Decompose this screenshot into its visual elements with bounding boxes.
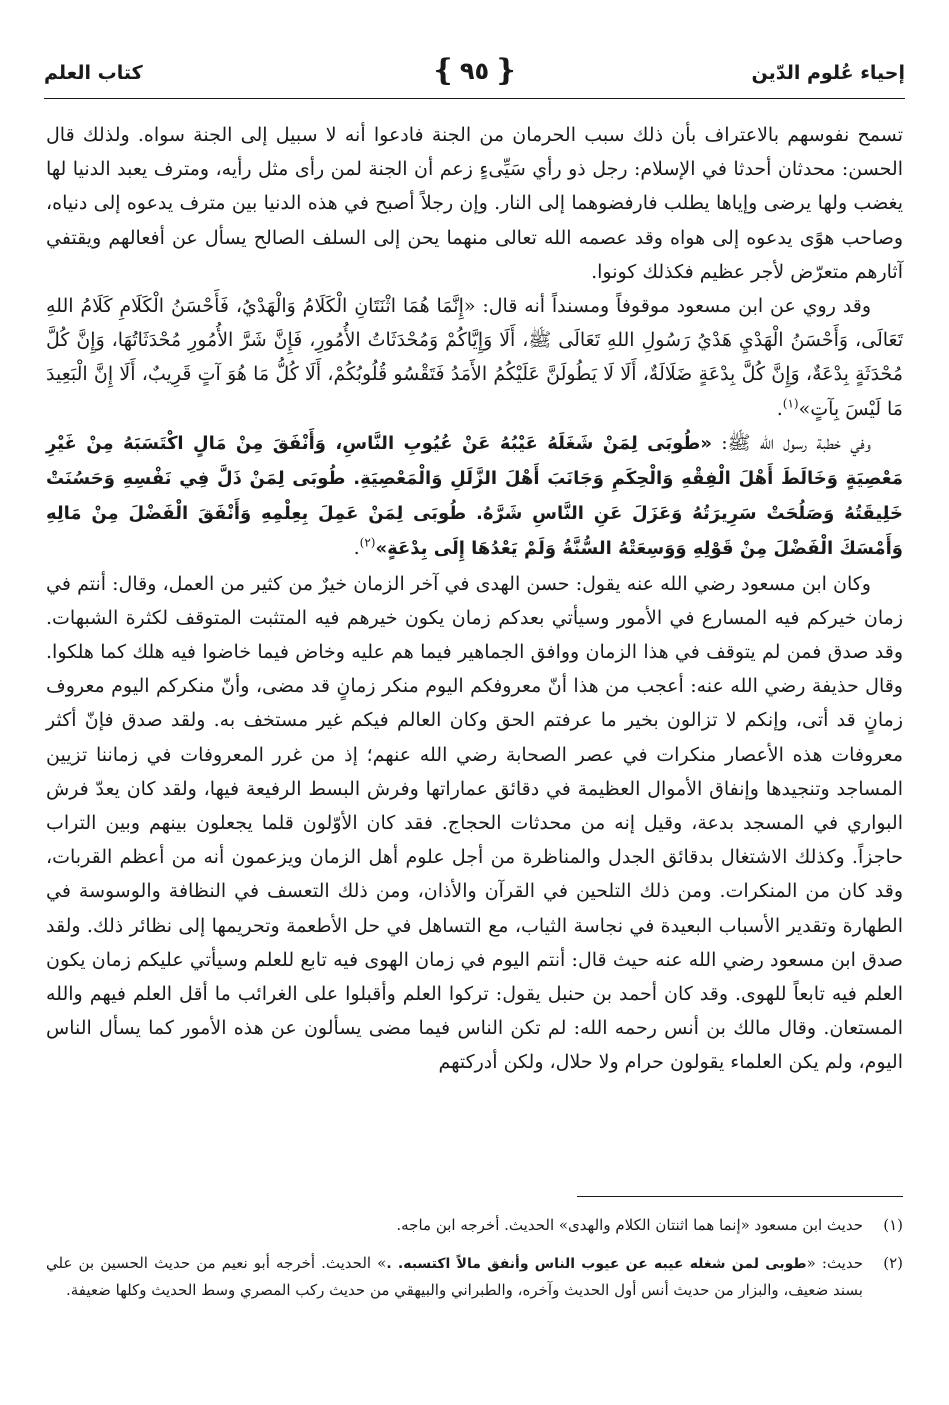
paragraph-4: وكان ابن مسعود رضي الله عنه يقول: حسن الهدى في آخر الزمان خيرٌ من كثير من العمل، وقال: أنتم في زمان خيركم فيه المسارع في الأمور وسيأتي بعدكم زمان يكون خيرهم فيه المتثبت المتوقف لكثرة الشبهات. وقد صدق فمن لم يتوقف في هذا الزمان ووافق الجماهير فيما هم عليه وخاض فيما خاضوا فيه هلك كما هلكوا. وقال حذيفة رضي الله عنه: أعجب من هذا أنّ معروفكم اليوم منكر زمانٍ قد مضى، وأنّ منكركم اليوم معروف زمانٍ قد أتى، وإنكم لا تزالون بخير ما عرفتم الحق وكان العالم فيكم غير مستخف به. ولقد صدق فإنّ أكثر معروفات هذه الأعصار منكرات في عصر الصحابة رضي الله عنهم؛ إذ من غرر المعروفات في زماننا تزيين المساجد وتنجيدها وإنفاق الأموال العظيمة في دقائق عماراتها وفرش البسط الرفيعة فيها، ولقد كان يعدّ فرش البواري في المسجد بدعة، وقيل إنه من محدثات الحجاج. فقد كان الأوّلون قلما يجعلون بينهم وبين التراب حاجزاً. وكذلك الاشتغال بدقائق الجدل والمناظرة من أجل علوم أهل الزمان ويزعمون أنه من أعظم القربات، وقد كان من المنكرات. ومن ذلك التلحين في القرآن والأذان، ومن ذلك التعسف في النظافة والوسوسة في الطهارة وتقدير الأسباب البعيدة في نجاسة الثياب، مع التساهل في حل الأطعمة وتحريمها إلى نظائر ذلك. ولقد صدق ابن مسعود رضي الله عنه حيث قال: أنتم اليوم في زمان الهوى فيه تابع للعلم وسيأتي عليكم زمان يكون العلم فيه تابعاً للهوى. وقد كان أحمد بن حنبل يقول: تركوا العلم وأقبلوا على الغرائب ما أقل العلم فيهم والله المستعان. وقال مالك بن أنس رحمه الله: لم تكن الناس فيما مضى يسألون عن هذه الأمور كما يسأل الناس اليوم، ولم يكن العلماء يقولون حرام ولا حلال، ولكن أدركتهم: [46, 572, 903, 1074]
footnotes: [46, 1212, 903, 1315]
footnote-2: [46, 1250, 903, 1303]
bracket-ornament-left-icon: ❴: [430, 53, 456, 88]
header-divider: [44, 98, 905, 99]
hadith-tuba: «طُوبَى لِمَنْ شَغَلَهُ عَيْبُهُ عَنْ عُيُوبِ النَّاسِ، وَأَنْفَقَ مِنْ مَالٍ اكْتَسَبَهُ مِنْ غَيْرِ مَعْصِيَةٍ وَخَالَطَ أَهْلَ الْفِقْهِ وَالْحِكَمِ وَجَانَبَ أَهْلَ الزَّلَلِ وَالْمَعْصِيَةِ. طُوبَى لِمَنْ ذَلَّ فِي نَفْسِهِ وَحَسُنَتْ خَلِيقَتُهُ وَصَلُحَتْ سَرِيرَتُهُ وَعَزَلَ عَنِ النَّاسِ شَرَّهُ. طُوبَى لِمَنْ عَمِلَ بِعِلْمِهِ وَأَنْفَقَ الْفَضْلَ مِنْ مَالِهِ وَأَمْسَكَ الْفَضْلَ مِنْ قَوْلِهِ وَوَسِعَتْهُ السُّنَّةُ وَلَمْ يَعْدُهَا إِلَى بِدْعَةٍ»: [46, 432, 903, 560]
book-title: إحياء عُلوم الدّين: [751, 62, 905, 84]
page-number-ornament: [431, 54, 519, 88]
footnote-1: [46, 1212, 903, 1238]
footnote-text: [46, 1250, 863, 1303]
main-text: [46, 118, 903, 1080]
footnote-ref-1[interactable]: (١): [782, 396, 799, 411]
footnote-hadith-bold: طوبى لمن شغله عيبه عن عيوب الناس وأنفق مالاً اكتسبه. .: [386, 1256, 807, 1272]
bracket-ornament-right-icon: ❵: [493, 53, 519, 88]
paragraph-2: وقد روي عن ابن مسعود موقوفاً ومسنداً أنه قال: «إِنَّمَا هُمَا اثْنَتَانِ الْكَلَامُ وَالْهَدْيُ، فَأَحْسَنُ الْكَلَامِ كَلَامُ اللهِ تَعَالَى، وَأَحْسَنُ الْهَدْيِ هَدْيُ رَسُولِ اللهِ تَعَالَى ﷺ، أَلَا وَإِيَّاكُمْ وَمُحْدَثَاتُ الأُمُورِ، فَإِنَّ شَرَّ الأُمُورِ مُحْدَثَاتُهَا، وَإِنَّ كُلَّ مُحْدَثَةٍ بِدْعَةٌ، وَإِنَّ كُلَّ بِدْعَةٍ ضَلَالَةٌ، أَلَا لَا يَطُولَنَّ عَلَيْكُمُ الأَمَدُ فَتَقْسُو قُلُوبُكُمْ، أَلَا كُلُّ مَا هُوَ آتٍ قَرِيبٌ، أَلَا إِنَّ الْبَعِيدَ مَا لَيْسَ بِآتٍ»$^{(١)}$.: [46, 295, 903, 420]
footnote-text-part: حديث ابن مسعود «إنما هما اثنتان الكلام والهدى» الحديث. أخرجه ابن ماجه.: [396, 1216, 863, 1234]
chapter-title: كتاب العلم: [44, 62, 143, 84]
footnote-divider: [577, 1196, 903, 1197]
footnote-number: (١): [883, 1216, 903, 1234]
hadith-ibn-masud: «إِنَّمَا هُمَا اثْنَتَانِ الْكَلَامُ وَالْهَدْيُ، فَأَحْسَنُ الْكَلَامِ كَلَامُ اللهِ تَعَالَى، وَأَحْسَنُ الْهَدْيِ هَدْيُ رَسُولِ اللهِ تَعَالَى ﷺ، أَلَا وَإِيَّاكُمْ وَمُحْدَثَاتُ الأُمُورِ، فَإِنَّ شَرَّ الأُمُورِ مُحْدَثَاتُهَا، وَإِنَّ كُلَّ مُحْدَثَةٍ بِدْعَةٌ، وَإِنَّ كُلَّ بِدْعَةٍ ضَلَالَةٌ، أَلَا لَا يَطُولَنَّ عَلَيْكُمُ الأَمَدُ فَتَقْسُو قُلُوبُكُمْ، أَلَا كُلُّ مَا هُوَ آتٍ قَرِيبٌ، أَلَا إِنَّ الْبَعِيدَ مَا لَيْسَ بِآتٍ»: [46, 295, 903, 420]
paragraph-3-intro: وفي خطبة رسول الله ﷺ:: [721, 431, 871, 454]
paragraph-1: تسمح نفوسهم بالاعتراف بأن ذلك سبب الحرمان من الجنة فادعوا أنه لا سبيل إلى الجنة سواه. ولذلك قال الحسن: محدثان أحدثا في الإسلام: رجل ذو رأي سَيِّىءٍ زعم أن الجنة لمن رأى مثل رأيه، ومترف يعبد الدنيا لها يغضب ولها يرضى وإياها يطلب فارفضوهما إلى النار. وإن رجلاً أصبح في هذه الدنيا بين مترف يدعوه إلى دنياه، وصاحب هوًى يدعوه إلى هواه وقد عصمه الله تعالى منهما يحن إلى السلف الصالح يسأل عن أفعالهم ويقتفي آثارهم متعرّض لأجر عظيم فكذلك كونوا.: [46, 124, 904, 283]
footnote-text-part: حديث: «: [806, 1254, 864, 1272]
footnote-text: [46, 1212, 863, 1238]
footnote-text-part: » الحديث. أخرجه أبو نعيم من حديث الحسين بن علي بسند ضعيف، والبزار من حديث أنس أول الحديث وآخره، والطبراني والبيهقي من حديث ركب المصري وسط الحديث وكلها ضعيفة.: [46, 1254, 863, 1299]
running-header: [44, 52, 905, 98]
paragraph-2-intro: وقد روي عن ابن مسعود موقوفاً ومسنداً أنه قال:: [482, 295, 871, 318]
page-number: ٩٥: [459, 57, 490, 85]
footnote-ref-2[interactable]: (٢): [359, 536, 376, 551]
paragraph-3: وفي خطبة رسول الله ﷺ: «طُوبَى لِمَنْ شَغَلَهُ عَيْبُهُ عَنْ عُيُوبِ النَّاسِ، وَأَنْفَقَ مِنْ مَالٍ اكْتَسَبَهُ مِنْ غَيْرِ مَعْصِيَةٍ وَخَالَطَ أَهْلَ الْفِقْهِ وَالْحِكَمِ وَجَانَبَ أَهْلَ الزَّلَلِ وَالْمَعْصِيَةِ. طُوبَى لِمَنْ ذَلَّ فِي نَفْسِهِ وَحَسُنَتْ خَلِيقَتُهُ وَصَلُحَتْ سَرِيرَتُهُ وَعَزَلَ عَنِ النَّاسِ شَرَّهُ. طُوبَى لِمَنْ عَمِلَ بِعِلْمِهِ وَأَنْفَقَ الْفَضْلَ مِنْ مَالِهِ وَأَمْسَكَ الْفَضْلَ مِنْ قَوْلِهِ وَوَسِعَتْهُ السُّنَّةُ وَلَمْ يَعْدُهَا إِلَى بِدْعَةٍ»$^{(٢)}$.: [46, 431, 903, 560]
footnote-number: (٢): [883, 1254, 903, 1272]
